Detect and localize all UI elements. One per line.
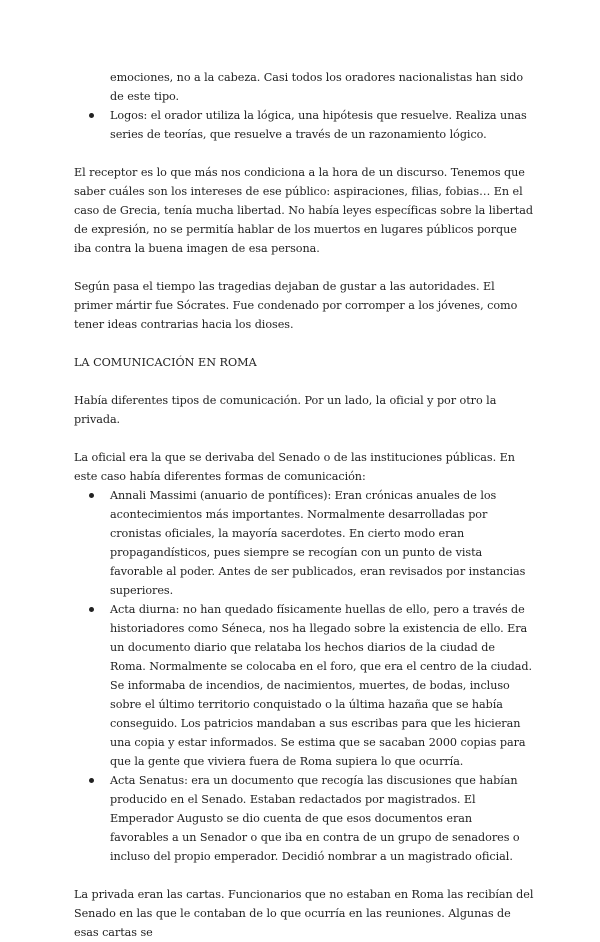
list-item-text: Acta Senatus: era un documento que recogía las discusiones que habían producido en el Senado. Estaban redactados por magistrados. El Emperador Augusto se dio cuenta de que esos documentos eran favorables a un Senador o que iba en contra de un grupo de senadores o incluso del propio emperador. Decidió nombrar a un magistrado oficial. (110, 774, 520, 863)
document-body (74, 68, 534, 942)
paragraph-tragedias: Según pasa el tiempo las tragedias dejaban de gustar a las autoridades. El primer mártir fue Sócrates. Fue condenado por corromper a los jóvenes, como tener ideas contrarias hacia los dioses. (74, 280, 518, 331)
bullet-dot-icon (89, 778, 94, 783)
bullet-continuation: emociones, no a la cabeza. Casi todos los oradores nacionalistas han sido de este tipo. (110, 71, 524, 103)
bullet-dot-icon (89, 607, 94, 612)
bullet-dot-icon (89, 113, 94, 118)
list-item-text: Logos: el orador utiliza la lógica, una hipótesis que resuelve. Realiza unas series de teorías, que resuelve a través de un razonamiento lógico. (110, 109, 527, 141)
paragraph-tipos: Había diferentes tipos de comunicación. Por un lado, la oficial y por otro la privada. (74, 394, 497, 426)
bullet-list-top (74, 106, 534, 144)
bullet-dot-icon (89, 493, 94, 498)
list-item-text: Annali Massimi (anuario de pontífices): Eran crónicas anuales de los acontecimientos más importantes. Normalmente desarrolladas por cronistas oficiales, la mayoría sacerdotes. En cierto modo eran propagandísticos, pues siempre se recogían con un punto de vista favorable al poder. Antes de ser publicados, eran revisados por instancias superiores. (110, 489, 526, 597)
paragraph-receptor: El receptor es lo que más nos condiciona a la hora de un discurso. Tenemos que saber cuáles son los intereses de ese público: aspiraciones, filias, fobias… En el caso de Grecia, tenía mucha libertad. No había leyes específicas sobre la libertad de expresión, no se permitía hablar de los muertos en lugares públicos porque iba contra la buena imagen de esa persona. (74, 166, 533, 255)
paragraph-privada: La privada eran las cartas. Funcionarios que no estaban en Roma las recibían del Senado en las que le contaban de lo que ocurría en las reuniones. Algunas de esas cartas se (74, 888, 534, 939)
paragraph-oficial: La oficial era la que se derivaba del Senado o de las instituciones públicas. En este caso había diferentes formas de comunicación: (74, 451, 515, 483)
list-item-logos (74, 106, 534, 144)
list-item (74, 771, 534, 866)
bullet-list-oficial (74, 486, 534, 866)
list-item (74, 486, 534, 600)
list-item-text: Acta diurna: no han quedado físicamente huellas de ello, pero a través de historiadores como Séneca, nos ha llegado sobre la existencia de ello. Era un documento diario que relataba los hechos diarios de la ciudad de Roma. Normalmente se colocaba en el foro, que era el centro de la ciudad. Se informaba de incendios, de nacimientos, muertes, de bodas, incluso sobre el último territorio conquistado o la última hazaña que se había conseguido. Los patricios mandaban a sus escribas para que les hicieran una copia y estar informados. Se estima que se sacaban 2000 copias para que la gente que viviera fuera de Roma supiera lo que ocurría. (110, 603, 532, 768)
list-item (74, 600, 534, 771)
section-heading: LA COMUNICACIÓN EN ROMA (74, 356, 257, 369)
